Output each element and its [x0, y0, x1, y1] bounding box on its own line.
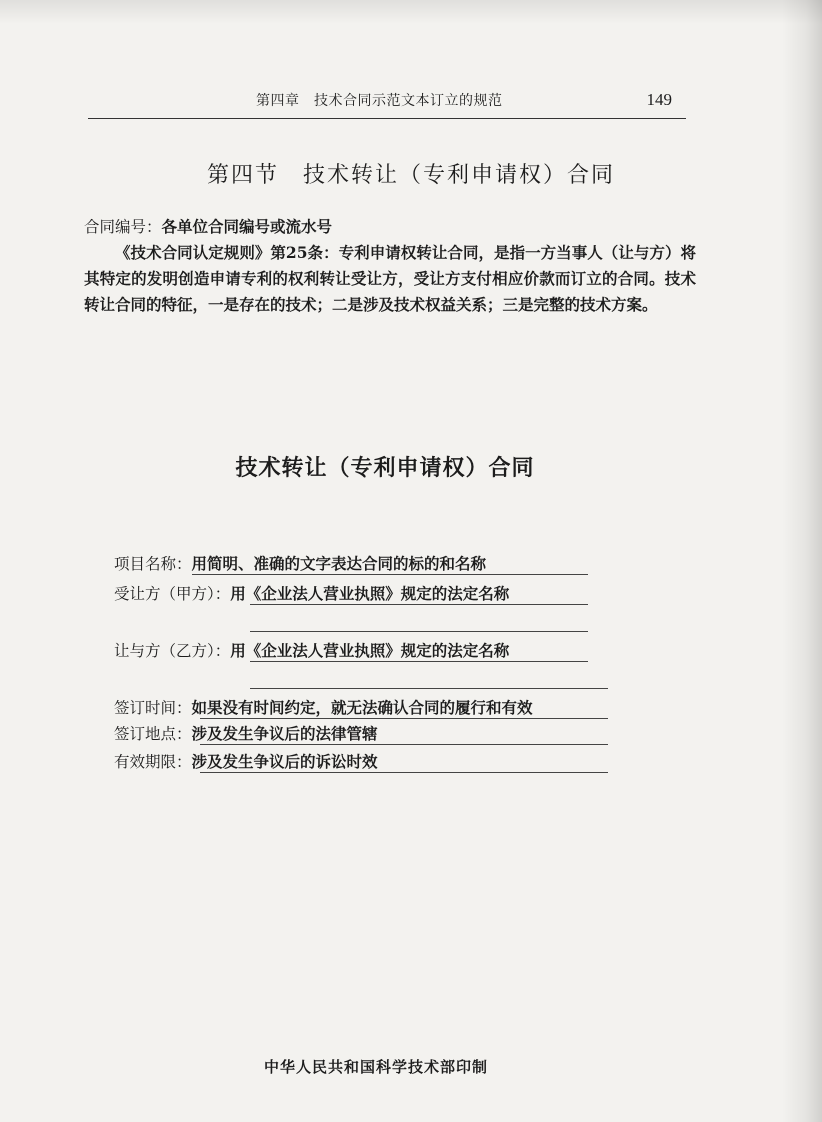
sign-time-value: 如果没有时间约定，就无法确认合同的履行和有效: [191, 698, 533, 717]
section-title: [0, 158, 822, 189]
validity-value: 涉及发生争议后的诉讼时效: [191, 752, 378, 771]
project-name-underline: [192, 574, 588, 575]
transferor-label: 让与方（乙方）：: [114, 642, 231, 660]
intro-block: [84, 214, 696, 318]
article-text: 专利申请权转让合同，是指一方当事人（让与方）将其特定的发明创造申请专利的权利转让受让方，受让方支付相应价款而订立的合同。技术转让合同的特征，一是存在的技术；二是涉及技术权益关系；三是完整的技术方案。: [84, 243, 696, 314]
field-transferee: [114, 582, 509, 604]
sign-place-value: 涉及发生争议后的法律管辖: [191, 724, 378, 743]
validity-underline: [200, 772, 608, 773]
footer-publisher: 中华人民共和国科学技术部印制: [263, 1058, 488, 1076]
section-number: 第四节: [206, 163, 279, 188]
page-number: 149: [646, 90, 672, 109]
article-reference: 《技术合同认定规则》第25条：: [115, 243, 339, 262]
transferor-value: 用《企业法人营业执照》规定的法定名称: [230, 641, 510, 660]
transferee-label: 受让方（甲方）：: [114, 585, 231, 603]
project-name-value: 用简明、准确的文字表达合同的标的和名称: [191, 554, 487, 573]
project-name-label: 项目名称：: [114, 555, 192, 573]
contract-title: 技术转让（专利申请权）合同: [235, 456, 535, 481]
validity-label: 有效期限：: [114, 753, 192, 771]
sign-place-label: 签订地点：: [114, 725, 192, 743]
field-sign-place: [114, 722, 378, 744]
chapter-title: 第四章 技术合同示范文本订立的规范: [256, 93, 503, 109]
field-transferor: [114, 639, 509, 661]
contract-number-value: 各单位合同编号或流水号: [161, 217, 333, 236]
scan-shadow-top: [0, 0, 822, 24]
contract-number-label: 合同编号：: [84, 218, 162, 236]
transferee-underline-1: [250, 604, 588, 605]
transferee-value: 用《企业法人营业执照》规定的法定名称: [230, 584, 510, 603]
sign-time-label: 签订时间：: [114, 699, 192, 717]
sign-time-underline: [200, 718, 608, 719]
article-paragraph: [84, 240, 696, 318]
transferor-underline-1: [250, 661, 588, 662]
transferee-underline-2: [250, 631, 588, 632]
field-sign-time: [114, 696, 533, 718]
field-project-name: [114, 552, 486, 574]
contract-number-line: [84, 214, 696, 240]
sign-place-underline: [200, 744, 608, 745]
field-validity: [114, 750, 378, 772]
transferor-underline-2: [250, 688, 608, 689]
running-header: [88, 86, 686, 119]
section-name: 技术转让（专利申请权）合同: [303, 163, 616, 188]
